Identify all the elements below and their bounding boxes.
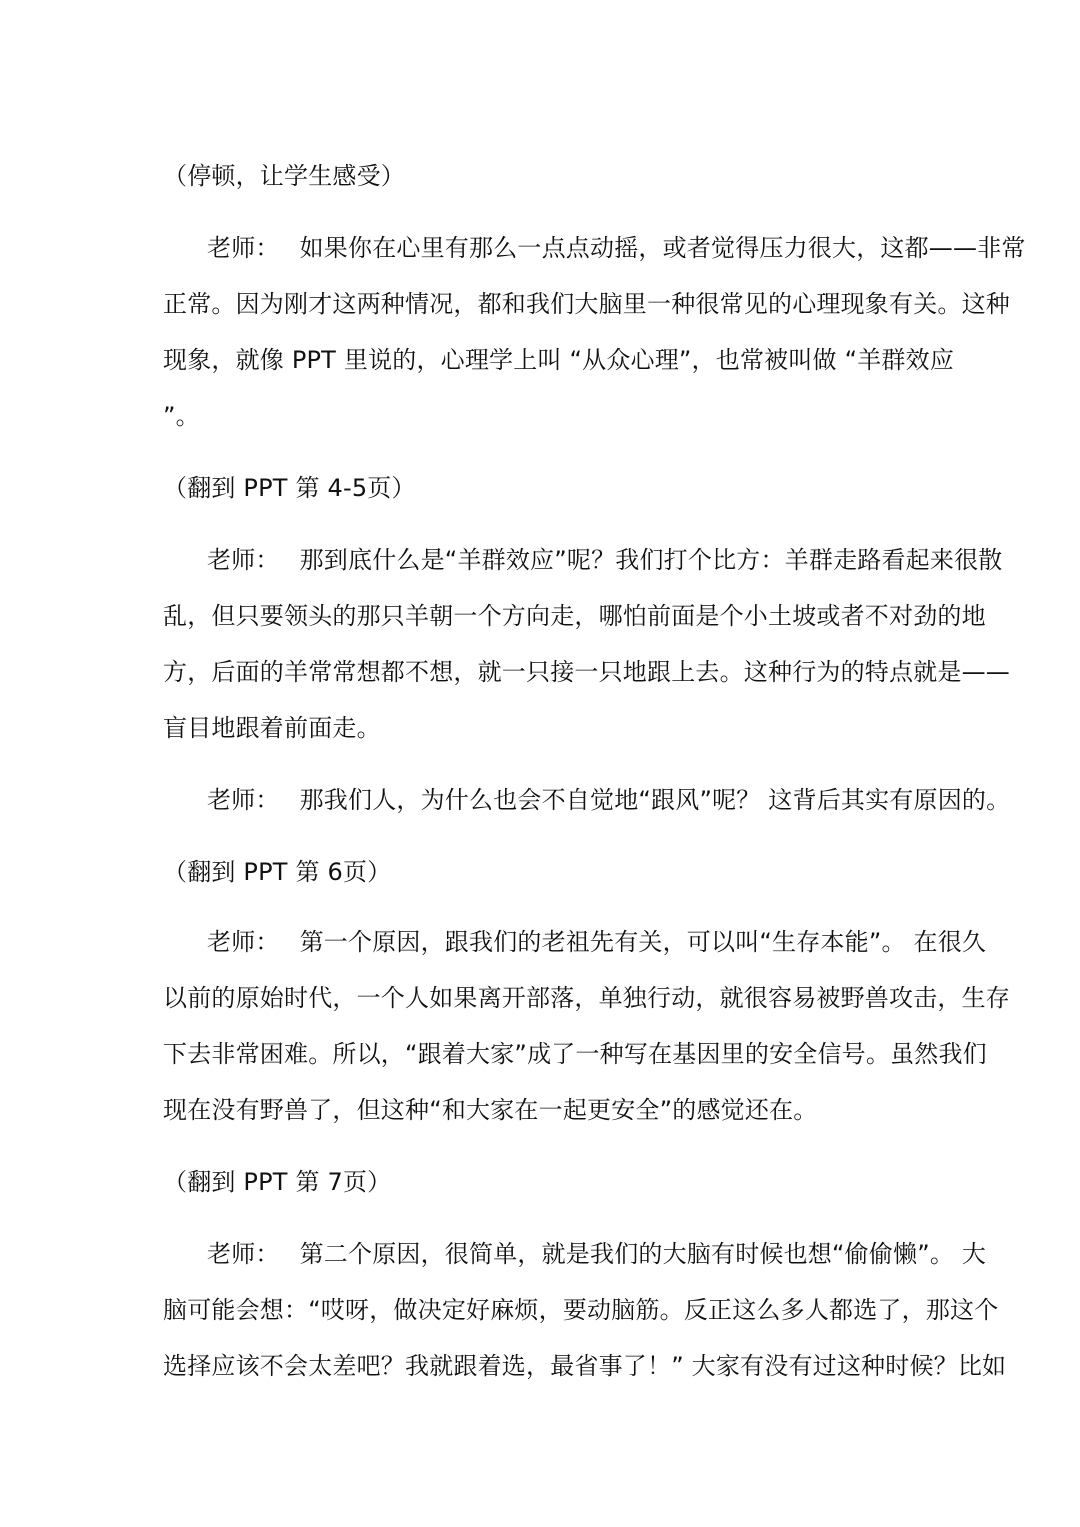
paragraph-line: [0, 338, 1080, 382]
paragraph-text: 第二个原因，很简单，就是我们的大脑有时候也想“偷偷懒”。 大: [299, 1240, 987, 1268]
paragraph-text: 下去非常困难。所以，“跟着大家”成了一种写在基因里的安全信号。虽然我们: [163, 1040, 987, 1068]
stage-direction-text: （停顿，让学生感受）: [163, 162, 405, 190]
paragraph-line: [0, 778, 1080, 822]
speaker-label: 老师：: [207, 234, 280, 262]
paragraph-text: ”。: [163, 402, 200, 430]
paragraph-line: [0, 976, 1080, 1020]
paragraph-text: 正常。因为刚才这两种情况，都和我们大脑里一种很常见的心理现象有关。这种: [163, 290, 1010, 318]
paragraph-line: [0, 1032, 1080, 1076]
stage-direction: [0, 466, 1080, 510]
paragraph-text: 现象，就像 PPT 里说的，心理学上叫 “从众心理”，也常被叫做 “羊群效应: [163, 346, 955, 374]
paragraph-text: 第一个原因，跟我们的老祖先有关，可以叫“生存本能”。 在很久: [299, 928, 987, 956]
paragraph-line: [0, 706, 1080, 750]
paragraph-line: [0, 920, 1080, 964]
speaker-label: 老师：: [207, 546, 280, 574]
stage-direction: [0, 850, 1080, 894]
paragraph-text: 盲目地跟着前面走。: [163, 714, 381, 742]
paragraph-line: [0, 650, 1080, 694]
paragraph-text: 脑可能会想：“哎呀，做决定好麻烦，要动脑筋。反正这么多人都选了，那这个: [163, 1296, 999, 1324]
paragraph-line: [0, 1088, 1080, 1132]
paragraph-line: [0, 594, 1080, 638]
stage-direction: [0, 154, 1080, 198]
paragraph-text: 乱，但只要领头的那只羊朝一个方向走，哪怕前面是个小土坡或者不对劲的地: [163, 602, 986, 630]
paragraph-line: [0, 282, 1080, 326]
paragraph-line: [0, 1344, 1080, 1388]
paragraph-text: 现在没有野兽了，但这种“和大家在一起更安全”的感觉还在。: [163, 1096, 818, 1124]
paragraph-text: 那到底什么是“羊群效应”呢？我们打个比方：羊群走路看起来很散: [299, 546, 1003, 574]
stage-direction-text: （翻到 PPT 第 6页）: [163, 858, 392, 886]
paragraph-line: [0, 1288, 1080, 1332]
paragraph-text: 如果你在心里有那么一点点动摇，或者觉得压力很大，这都——非常: [299, 234, 1026, 262]
paragraph-line: [0, 538, 1080, 582]
paragraph-line: [0, 394, 1080, 438]
paragraph-text: 选择应该不会太差吧？我就跟着选，最省事了！” 大家有没有过这种时候？比如: [163, 1352, 1007, 1380]
speaker-label: 老师：: [207, 928, 280, 956]
stage-direction-text: （翻到 PPT 第 7页）: [163, 1168, 392, 1196]
paragraph-text: 方，后面的羊常常想都不想，就一只接一只地跟上去。这种行为的特点就是——: [163, 658, 1010, 686]
speaker-label: 老师：: [207, 786, 280, 814]
paragraph-line: [0, 1232, 1080, 1276]
paragraph-text: 那我们人，为什么也会不自觉地“跟风”呢？ 这背后其实有原因的。: [299, 786, 1011, 814]
paragraph-text: 以前的原始时代，一个人如果离开部落，单独行动，就很容易被野兽攻击，生存: [163, 984, 1010, 1012]
stage-direction-text: （翻到 PPT 第 4-5页）: [163, 474, 416, 502]
stage-direction: [0, 1160, 1080, 1204]
paragraph-line: [0, 226, 1080, 270]
speaker-label: 老师：: [207, 1240, 280, 1268]
